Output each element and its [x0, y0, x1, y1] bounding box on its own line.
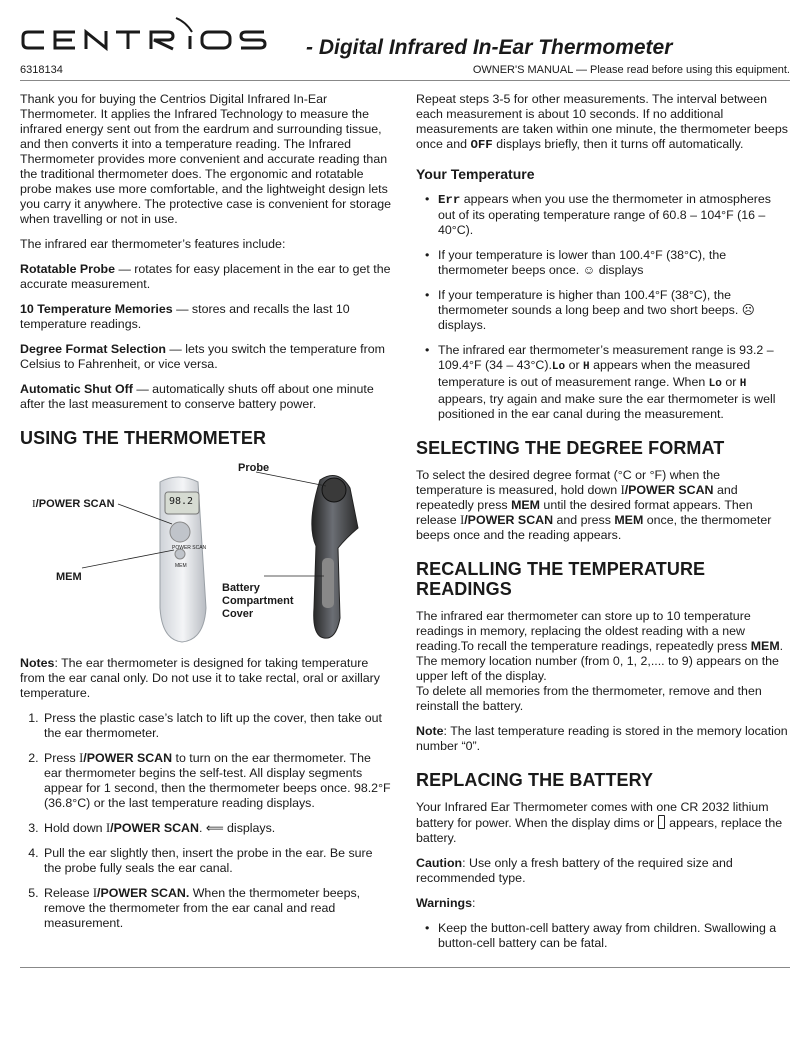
battery-text: Your Infrared Ear Thermometer comes with one CR 2032 lithium battery for power. When the display dims or — [416, 800, 769, 830]
degree-text: once, the thermometer beeps once and the reading appears. — [416, 513, 772, 542]
err-code: Err — [438, 193, 461, 207]
notes-paragraph — [20, 656, 392, 701]
feature-text: — automatically shuts off about one minute after the last measurement to conserve battery power. — [20, 382, 374, 411]
model-number: 6318134 — [20, 64, 63, 76]
lo-code: Lo — [708, 378, 722, 390]
battery-text: appears, replace the battery. — [416, 816, 783, 845]
mem-ref: MEM — [750, 639, 780, 653]
bullet-text: The infrared ear thermometer’s measurement range is 93.2 – 109.4°F (34 – 43°C). — [438, 343, 774, 372]
step-bold: /POWER SCAN. — [97, 886, 190, 900]
degree-text: To select the desired degree format (°C or °F) when the temperature is measured, hold down — [416, 468, 720, 497]
feature-text: — rotates for easy placement in the ear to get the accurate measurement. — [20, 262, 391, 291]
warnings-title-line — [416, 896, 790, 911]
warnings-colon: : — [472, 896, 476, 910]
step-bold: /POWER SCAN — [110, 821, 199, 835]
bullet-text: appears when you use the thermometer in atmospheres out of its operating temperature range of 60.8 – 104°F (16 – 40°C). — [438, 192, 771, 237]
bullet-item — [438, 343, 790, 422]
temperature-bullets — [416, 192, 790, 422]
section-heading-degree-format: SELECTING THE DEGREE FORMAT — [416, 438, 725, 458]
warning-item: • Keep the button-cell battery away from children. Swallowing a button-cell battery can be fatal. — [438, 921, 790, 951]
step-text: to turn on the ear thermometer. The ear thermometer begins the self-test. All display segments appear for 1 second, then the thermometer beeps once. 98.2°F (36.8°C) or the last temperature reading displays. — [44, 751, 391, 810]
intro-paragraph: Thank you for buying the Centrios Digital Infrared In-Ear Thermometer. It applies the Infrared Technology to measure the infrared energy sent out from the eardrum and surrounding tissue, and then converts it into a temperature reading. The Infrared Thermometer provides more convenient and accurate reading than the traditional thermometer does. The ergonomic and rotatable probe makes use more comfortable, and the lightweight design lets you carry it anywhere. The protective case is convenient for storage when travelling or not in use. — [20, 92, 391, 226]
feature-auto-shutoff — [20, 382, 392, 412]
battery-icon — [658, 815, 665, 829]
power-scan-ref: /POWER SCAN — [464, 513, 554, 527]
bullet-item — [438, 192, 790, 238]
battery-paragraph — [416, 800, 790, 846]
owner-manual-note: OWNER'S MANUAL — Please read before using this equipment. — [472, 64, 790, 76]
step-text: Press — [44, 751, 80, 765]
bullet-item: • If your temperature is higher than 100.4°F (38°C), the thermometer sounds a long beep and two short beeps. ☹ displays. — [438, 288, 790, 333]
lo-code: Lo — [551, 361, 566, 373]
repeat-paragraph — [416, 92, 790, 153]
feature-temperature-memories — [20, 302, 392, 332]
recall-text: . The memory location number (from 0, 1, 2,.... to 9) appears on the upper left of the display. — [416, 639, 784, 683]
caution-text: : Use only a fresh battery of the required size and recommended type. — [416, 856, 733, 885]
steps-list — [20, 711, 392, 931]
feature-title: Automatic Shut Off — [20, 382, 133, 396]
feature-title: Rotatable Probe — [20, 262, 116, 276]
bullet-item: • If your temperature is lower than 100.4°F (38°C), the thermometer beeps once. ☺ displays — [438, 248, 790, 278]
caution-title: Caution — [416, 856, 463, 870]
step-text: Press the plastic case’s latch to lift up the cover, then take out the ear thermometer. — [44, 711, 382, 740]
recall-text: The infrared ear thermometer can store up to 10 temperature readings in memory, replacing the oldest reading with a new reading.To recall the temperature readings, repeatedly press — [416, 609, 751, 653]
battery-label-line: Battery — [222, 582, 260, 594]
thermometer-figure — [20, 458, 392, 648]
degree-paragraph: To select the desired degree format (°C or °F) when the temperature is measured, hold down I/POWER SCAN and repeatedly press MEM until the desired format appears. Then release I/POWER SCAN and press MEM once, the thermometer beeps once and the reading appears. — [416, 468, 772, 542]
right-column — [416, 92, 790, 961]
step-text: Release — [44, 886, 93, 900]
bullet-text: or — [565, 358, 584, 372]
caution-paragraph — [416, 856, 790, 886]
document-subtitle: - Digital Infrared In-Ear Thermometer — [306, 36, 673, 59]
bullet-text: appears, try again and make sure the ear thermometer is well positioned in the ear canal during the measurement. — [438, 392, 776, 421]
section-heading-recalling: RECALLING THE TEMPERATURE READINGS — [416, 559, 706, 599]
section-heading-your-temperature: Your Temperature — [416, 166, 535, 182]
warnings-title: Warnings — [416, 896, 472, 910]
features-intro: The infrared ear thermometer’s features include: — [20, 237, 286, 251]
degree-text: and repeatedly press — [416, 483, 738, 512]
section-heading-battery: REPLACING THE BATTERY — [416, 770, 654, 790]
mem-label: MEM — [56, 571, 82, 583]
notes-title: Notes — [20, 656, 55, 670]
note-text: : The last temperature reading is stored in the memory location number “0”. — [416, 724, 788, 753]
footer-divider — [20, 967, 790, 968]
feature-title: Degree Format Selection — [20, 342, 166, 356]
feature-text: — stores and recalls the last 10 temperature readings. — [20, 302, 350, 331]
power-scan-ref: /POWER SCAN — [624, 483, 714, 497]
step-text: Hold down — [44, 821, 106, 835]
step-item: 2. Press I/POWER SCAN to turn on the ear thermometer. The ear thermometer begins the self-test. All display segments appear for 1 second, then the thermometer beeps once. 98.2°F (36.8°C) or the last temperature reading displays. — [42, 751, 392, 811]
warnings-list — [416, 921, 790, 951]
subheader-bar — [20, 62, 790, 81]
step-item — [42, 711, 392, 741]
step-text: When the thermometer beeps, remove the thermometer from the ear canal and read measurement. — [44, 886, 361, 930]
hi-code: H — [739, 378, 747, 390]
feature-rotatable-probe — [20, 262, 392, 292]
step-bold: /POWER SCAN — [83, 751, 173, 765]
degree-text: and press — [553, 513, 615, 527]
recall-delete-paragraph: To delete all memories from the thermometer, remove and then reinstall the battery. — [416, 684, 762, 713]
recall-note — [416, 724, 790, 754]
recall-paragraph — [416, 609, 790, 684]
bullet-text: or — [721, 375, 740, 389]
degree-text: until the desired format appears. Then release — [416, 498, 753, 527]
battery-label-line: Cover — [222, 608, 254, 620]
step-item — [42, 846, 392, 876]
power-scan-label-text: /POWER SCAN — [35, 498, 115, 510]
repeat-text: displays briefly, then it turns off automatically. — [492, 137, 744, 151]
battery-label-line: Compartment — [222, 595, 294, 607]
probe-label: Probe — [238, 462, 270, 474]
feature-text: — lets you switch the temperature from Celsius to Fahrenheit, or vice versa. — [20, 342, 385, 371]
step-item: 3. Hold down I/POWER SCAN. ⟸ displays. — [42, 821, 392, 836]
header — [20, 12, 790, 62]
notes-text: : The ear thermometer is designed for taking temperature from the ear canal only. Do not use it to take rectal, oral or axillary temperature. — [20, 656, 380, 700]
bullet-text: appears when the measured temperature is out of measurement range. When — [438, 358, 751, 389]
note-title: Note — [416, 724, 444, 738]
centrios-logo — [20, 14, 290, 60]
power-scan-label: I/POWER SCAN — [32, 498, 115, 510]
battery-cover-label — [222, 582, 294, 621]
mem-ref: MEM — [614, 513, 644, 527]
step-text: . ⟸ displays. — [198, 821, 276, 835]
hi-code: H — [583, 361, 590, 373]
display-reading: 98.2 — [169, 496, 194, 507]
button-power-text: POWER SCAN — [172, 545, 207, 551]
feature-degree-format — [20, 342, 392, 372]
mem-ref: MEM — [511, 498, 540, 512]
section-heading-using: USING THE THERMOMETER — [20, 428, 267, 448]
feature-title: 10 Temperature Memories — [20, 302, 173, 316]
left-column — [20, 92, 392, 941]
repeat-text: Repeat steps 3-5 for other measurements. The interval between each measurement is about 10 seconds. If no additional measurements are taken within one minute, the thermometer beeps once and — [416, 92, 788, 151]
off-code: OFF — [470, 138, 493, 152]
step-text: Pull the ear slightly then, insert the probe in the ear. Be sure the probe fully seals the ear canal. — [44, 846, 373, 875]
button-mem-text: MEM — [175, 563, 187, 569]
step-item: 5. Release I/POWER SCAN. When the thermometer beeps, remove the thermometer from the ear canal and read measurement. — [42, 886, 392, 931]
